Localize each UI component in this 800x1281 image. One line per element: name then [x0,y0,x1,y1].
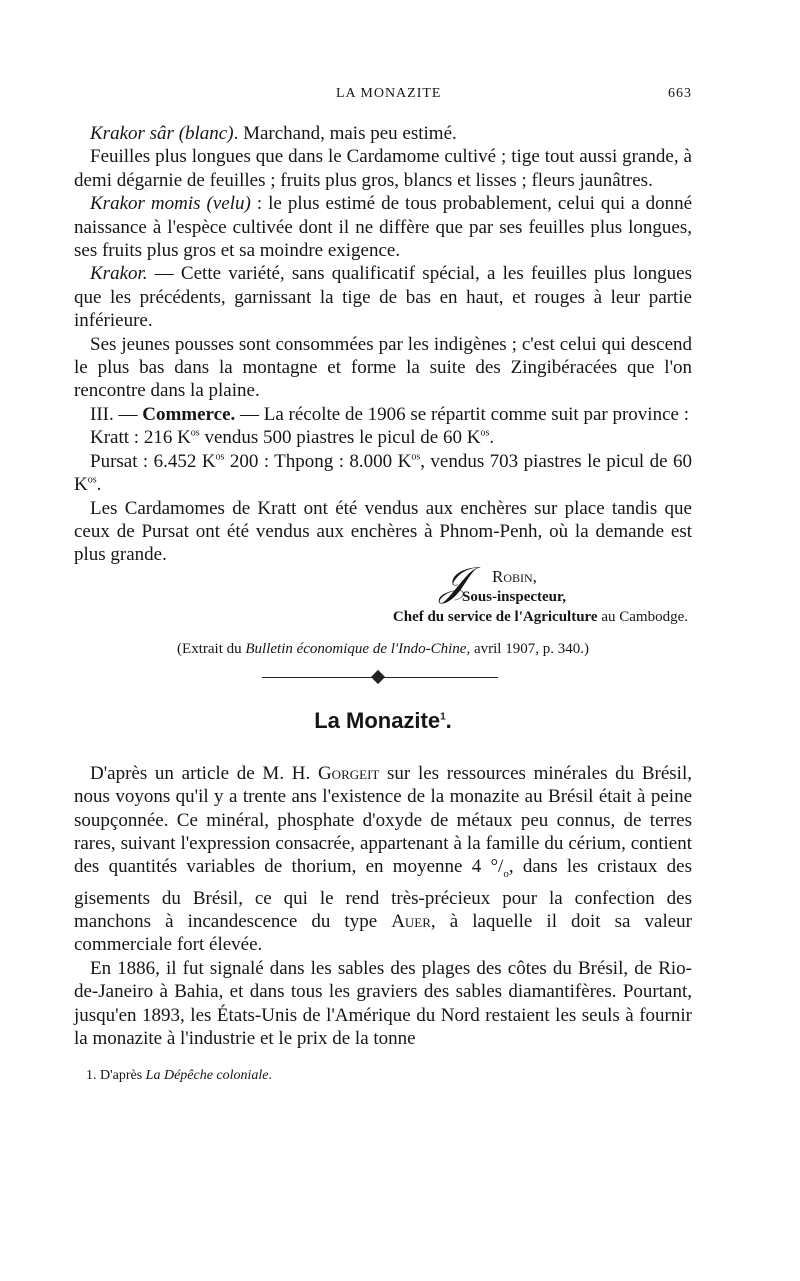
section-heading-commerce: Commerce. [142,403,236,425]
paragraph-krakor-sar [74,122,692,145]
paragraph-text: — Cette variété, sans qualificatif spécial, a les feuilles plus longues que les précédents, garnissant la tige de bas en haut, et rouges à leur partie inférieure. [74,263,692,332]
name-auer: Auer [391,910,431,932]
page-header [74,86,692,108]
footnote-marker: 1 [440,711,446,723]
superscript: os [190,427,200,439]
text-segment: sur les ressources minérales du Brésil, nous voyons qu'il y a trente ans l'existence de la monazite au Brésil était à peine soupçonnée. Ce minéral, phosphate d'oxyde de métaux peu connus, de terres rares, suivant l'expression consacrée, appartenant à la famille du cérium, contient des quantités variables de thorium, en moyenne 4 °/ [74,762,692,878]
paragraph-monazite-history: En 1886, il fut signalé dans les sables des plages des côtes du Brésil, de Rio-de-Janeiro à Bahia, et dans tous les graviers des sables diamantifères. Pourtant, jusqu'en 1893, les États-Unis de l'Amérique du Nord restaient les seuls à fournir la monazite à l'industrie et le prix de la tonne [74,957,692,1049]
diamond-ornament [371,670,385,684]
text-segment: 1. D'après [86,1068,146,1084]
text-segment: Pursat : 6.452 K [90,450,216,472]
text-segment: 200 : Thpong : 8.000 K [224,450,412,472]
superscript: os [480,427,490,439]
footnote-source: La Dépêche coloniale [145,1068,269,1084]
paragraph-description: Feuilles plus longues que dans le Cardamome cultivé ; tige tout aussi grande, à demi dégarnie de feuilles ; fruits plus gros, blancs et lisses ; fleurs jaunâtres. [74,146,692,191]
text-segment: , avril 1907, p. 340.) [466,640,589,657]
paragraph-commerce [74,403,692,426]
variety-name: Krakor. [90,263,148,285]
text-segment: , vendus 703 piastres le picul de 60 K [74,450,692,496]
paragraph-krakor-momis [74,192,692,262]
text-segment: vendus 500 piastres le picul de 60 K [199,427,481,449]
text-segment: (Extrait du [177,640,246,657]
superscript: os [411,451,421,463]
page-number: 663 [668,86,692,101]
paragraph-pursat [74,450,692,497]
handwritten-initial: 𝒥 [440,558,468,605]
author-title: Sous-inspecteur, [462,588,567,605]
paragraph-krakor [74,262,692,332]
text-segment: . [96,474,102,496]
paragraph-kratt [74,426,692,449]
subscript: o [503,868,509,881]
variety-qualifier: (blanc) [178,123,234,144]
author-position [393,609,688,626]
paragraph-encheres: Les Cardamomes de Kratt ont été vendus aux enchères sur place tandis que ceux de Pursat ont été vendus aux enchères à Phnom-Penh, où la demande est plus grande. [74,497,692,566]
section-number: III. — [90,403,143,425]
paragraph-text: . Marchand, mais peu estimé. [233,123,457,144]
article-title [74,708,692,734]
title-text: La Monazite [314,707,441,733]
signature-block [74,558,692,637]
text-segment: au Cambodge. [601,608,688,625]
text-segment: . [268,1068,273,1084]
superscript: os [215,451,225,463]
source-citation [74,641,692,658]
section-divider [74,658,692,698]
variety-name: Krakor sâr [90,123,174,144]
text-segment: D'après un article de M. H. [90,762,318,784]
paragraph-text: : le plus estimé de tous probablement, celui qui a donné naissance à l'espèce cultivée dont il ne diffère que par ses feuilles plus longues, ses fruits plus gros et sa moindre exigence. [74,193,693,262]
text-segment: Kratt : 216 K [90,427,191,449]
text-segment: Chef du service de l'Agriculture [392,608,602,625]
superscript: os [87,474,97,486]
paragraph-jeunes-pousses: Ses jeunes pousses sont consommées par les indigènes ; c'est celui qui descend le plus bas dans la montagne et forme la suite des Zingibéracées que l'on rencontre dans la plaine. [74,333,692,402]
paragraph-text: — La récolte de 1906 se répartit comme suit par province : [235,403,689,425]
variety-name: Krakor momis [90,193,201,215]
variety-qualifier: (velu) [206,193,251,215]
author-gorgeit: Gorgeit [317,762,380,784]
journal-title: Bulletin économique de l'Indo-Chine [245,640,467,657]
author-name: Robin, [492,566,537,586]
paragraph-monazite-intro [74,762,692,957]
footnote [74,1068,692,1084]
running-title: LA MONAZITE [336,86,442,101]
document-page [74,86,692,1084]
text-segment: . [445,707,452,733]
text-segment: , à laquelle il doit sa valeur commerciale fort élevée. [74,910,693,956]
text-segment: , dans les cristaux des gisements du Brésil, ce qui le rend très-précieux pour la confection des manchons à incandescence du type [74,856,692,932]
text-segment: . [489,427,495,449]
